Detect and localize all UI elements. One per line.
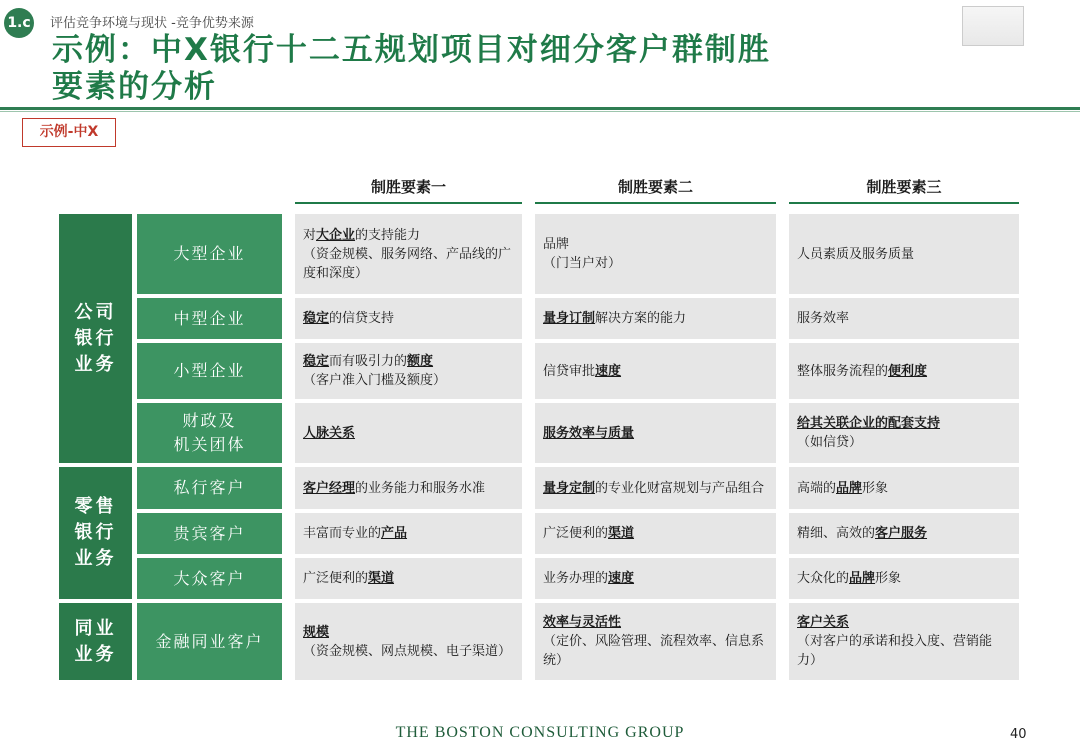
segment-text: 私行客户	[173, 478, 246, 497]
factor-main-text	[303, 226, 514, 245]
factor-emphasis: 量身定制	[543, 480, 596, 496]
factor-main-text	[797, 245, 1011, 264]
factor-emphasis: 人脉关系	[303, 425, 356, 441]
factor-cell	[535, 298, 776, 339]
factor-detail-text: （如信贷）	[797, 435, 863, 450]
factor-emphasis: 效率与灵活性	[543, 615, 622, 630]
factor-text: 大众化的	[797, 571, 850, 586]
factor-main-text	[797, 569, 1011, 588]
factor-main-text	[543, 362, 768, 381]
section-badge: 1.c	[4, 8, 34, 38]
factor-cell	[295, 467, 522, 509]
factor-main-text	[303, 623, 514, 642]
segment-label	[137, 343, 282, 399]
factor-emphasis: 产品	[381, 526, 408, 541]
bcg-logo: THE BOSTON CONSULTING GROUP	[395, 724, 685, 741]
factor-text: 丰富而专业的	[303, 526, 382, 541]
factor-cell	[789, 403, 1019, 463]
factor-main-text	[543, 613, 768, 632]
factor-emphasis: 速度	[608, 571, 635, 586]
factor-cell	[535, 403, 776, 463]
factor-cell	[295, 513, 522, 554]
factor-text: 而有吸引力的	[329, 354, 408, 369]
factor-text: 精细、高效的	[797, 526, 876, 541]
segment-text: 财政及 机关团体	[173, 411, 246, 454]
factor-cell	[789, 343, 1019, 399]
factor-main-text	[303, 479, 514, 498]
segment-text: 金融同业客户	[155, 631, 264, 651]
factor-main-text	[543, 309, 768, 328]
column-header-1: 制胜要素一	[295, 172, 522, 204]
factor-emphasis: 给其关联企业的配套支持	[797, 416, 941, 431]
factor-text: 形象	[862, 480, 889, 496]
factor-text: 的业务能力和服务水准	[355, 480, 486, 496]
title-line-2: 要素的分析	[52, 69, 217, 105]
factor-emphasis: 速度	[595, 363, 622, 379]
factor-emphasis: 稳定	[303, 354, 330, 369]
factor-cell	[295, 214, 522, 294]
factor-emphasis: 品牌	[849, 571, 876, 586]
factor-text: 解决方案的能力	[595, 311, 687, 326]
page-number: 40	[1010, 727, 1027, 742]
column-header-2: 制胜要素二	[535, 172, 776, 204]
page-title	[52, 32, 952, 106]
group-retail-banking	[59, 467, 132, 599]
factor-main-text	[543, 235, 768, 254]
factor-text: 的支持能力	[355, 227, 421, 243]
factor-cell	[789, 298, 1019, 339]
factor-text: 整体服务流程的	[797, 363, 889, 379]
segment-label	[137, 513, 282, 554]
group-retail-label: 零售 银行 业务	[74, 496, 117, 569]
factor-text: 的信贷支持	[329, 311, 395, 326]
factor-emphasis: 大企业	[316, 227, 356, 243]
segment-label	[137, 603, 282, 680]
segment-text: 小型企业	[173, 361, 246, 380]
segment-label	[137, 214, 282, 294]
factor-cell	[789, 513, 1019, 554]
segment-label	[137, 298, 282, 339]
factor-detail-text: （客户准入门槛及额度）	[303, 373, 447, 388]
factor-cell	[295, 298, 522, 339]
factor-cell	[295, 403, 522, 463]
factor-detail-text: （门当户对）	[543, 256, 622, 271]
factor-text: 的专业化财富规划与产品组合	[595, 480, 765, 496]
factor-emphasis: 稳定	[303, 311, 330, 326]
factor-cell	[295, 603, 522, 680]
segment-text: 大众客户	[173, 568, 246, 588]
section-label: 评估竞争环境与现状 -竞争优势来源	[50, 16, 254, 31]
factor-main-text	[543, 569, 768, 588]
factor-text: 高端的	[797, 480, 837, 496]
factor-main-text	[797, 524, 1011, 543]
factor-text: 广泛便利的	[303, 571, 369, 586]
factor-main-text	[797, 613, 1011, 632]
column-header-3: 制胜要素三	[789, 172, 1019, 204]
group-corporate-banking	[59, 214, 132, 463]
factor-main-text	[797, 362, 1011, 381]
example-tag: 示例-中X	[22, 118, 116, 147]
factor-cell	[789, 558, 1019, 599]
segment-text: 中型企业	[173, 308, 246, 328]
factor-cell	[789, 603, 1019, 680]
factor-main-text	[797, 309, 1011, 328]
factor-detail-text: （定价、风险管理、流程效率、信息系统）	[543, 634, 765, 668]
factor-detail-text: （资金规模、服务网络、产品线的广度和深度）	[303, 246, 512, 281]
segment-text: 大型企业	[173, 244, 246, 263]
factor-emphasis: 便利度	[888, 363, 928, 379]
factor-cell	[535, 558, 776, 599]
logo-placeholder	[962, 6, 1024, 46]
factor-main-text	[303, 424, 514, 443]
factor-cell	[535, 603, 776, 680]
group-interbank	[59, 603, 132, 680]
factor-main-text	[543, 479, 768, 498]
group-interbank-label: 同业 业务	[74, 617, 117, 665]
factor-main-text	[303, 524, 514, 543]
factor-main-text	[797, 479, 1011, 498]
factor-text: 信贷审批	[543, 363, 596, 379]
segment-label	[137, 558, 282, 599]
factor-cell	[535, 214, 776, 294]
factor-emphasis: 客户关系	[797, 615, 850, 630]
factor-emphasis: 渠道	[608, 526, 635, 541]
factor-cell	[789, 467, 1019, 509]
factor-emphasis: 规模	[303, 624, 330, 640]
factor-detail-text: （对客户的承诺和投入度、营销能力）	[797, 634, 993, 668]
factor-main-text	[543, 424, 768, 443]
factor-text: 广泛便利的	[543, 526, 609, 541]
factor-text: 服务效率	[797, 311, 850, 326]
factor-emphasis: 客户经理	[303, 480, 356, 496]
segment-label	[137, 403, 282, 463]
factor-cell	[535, 513, 776, 554]
factor-text: 人员素质及服务质量	[797, 246, 915, 262]
factor-emphasis: 量身订制	[543, 311, 596, 326]
factor-emphasis: 品牌	[836, 480, 863, 496]
factor-text: 品牌	[543, 237, 570, 252]
factor-cell	[535, 343, 776, 399]
factor-emphasis: 服务效率与质量	[543, 425, 635, 441]
factor-emphasis: 客户服务	[875, 526, 928, 541]
factor-emphasis: 额度	[407, 354, 434, 369]
factor-text: 形象	[875, 571, 902, 586]
segment-label	[137, 467, 282, 509]
factor-cell	[789, 214, 1019, 294]
factor-cell	[535, 467, 776, 509]
factor-text: 对	[303, 227, 317, 243]
factor-main-text	[303, 569, 514, 588]
factor-cell	[295, 558, 522, 599]
segment-text: 贵宾客户	[173, 523, 246, 543]
factor-main-text	[797, 414, 1011, 433]
factor-main-text	[303, 309, 514, 328]
factor-main-text	[303, 352, 514, 371]
factor-emphasis: 渠道	[368, 571, 395, 586]
factor-text: 业务办理的	[543, 571, 609, 586]
factor-cell	[295, 343, 522, 399]
factor-main-text	[543, 524, 768, 543]
title-line-1: 示例：中X银行十二五规划项目对细分客户群制胜	[52, 32, 771, 68]
title-divider	[0, 107, 1080, 110]
title-divider-thin	[0, 111, 1080, 112]
group-corporate-label: 公司 银行 业务	[74, 301, 117, 375]
factor-detail-text: （资金规模、网点规模、电子渠道）	[303, 643, 512, 659]
